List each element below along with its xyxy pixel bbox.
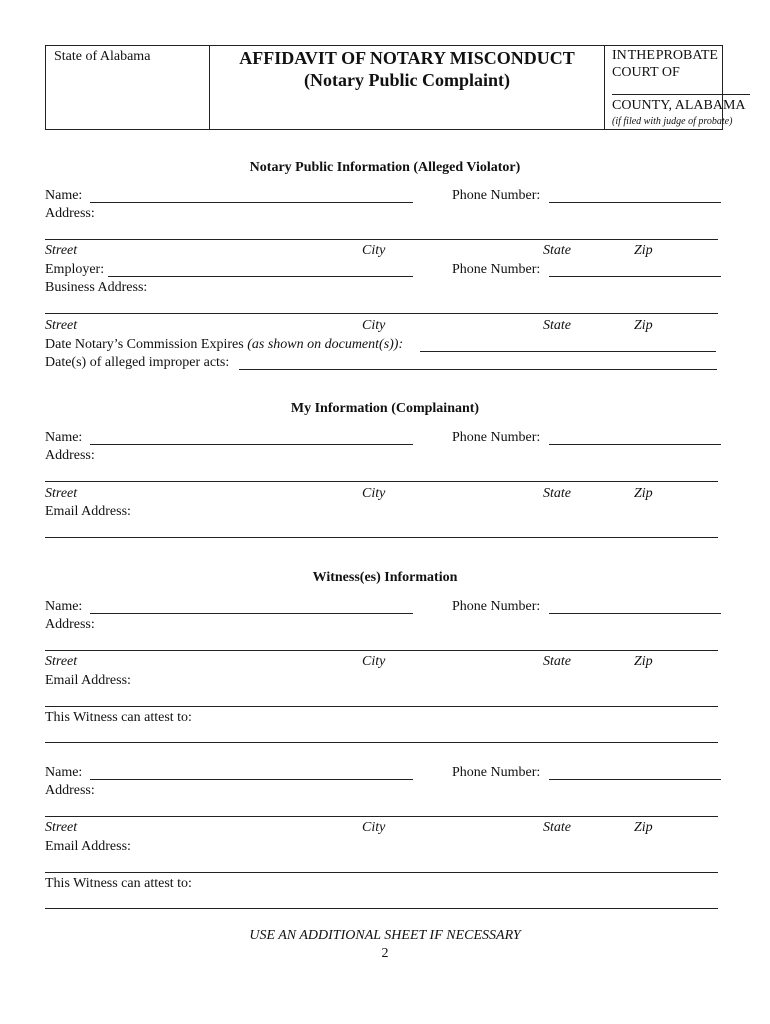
notary-phone-field[interactable]	[549, 202, 721, 203]
witness1-attest-field[interactable]	[45, 742, 718, 743]
employer-label: Employer:	[45, 262, 105, 277]
zip-caption: Zip	[634, 318, 653, 333]
court-of-label: COURT OF	[612, 65, 680, 80]
complainant-phone-label: Phone Number:	[452, 430, 541, 445]
section-notary-heading: Notary Public Information (Alleged Violator)	[249, 160, 521, 175]
document-title: AFFIDAVIT OF NOTARY MISCONDUCT	[239, 48, 575, 68]
state-label: State of Alabama	[54, 49, 151, 64]
witness2-attest-field[interactable]	[45, 908, 718, 909]
witness2-email-label: Email Address:	[45, 839, 131, 854]
document-subtitle: (Notary Public Complaint)	[304, 70, 510, 90]
complainant-address-label: Address:	[45, 448, 95, 463]
witness1-address-label: Address:	[45, 617, 95, 632]
complainant-name-field[interactable]	[90, 444, 413, 445]
city-caption: City	[362, 654, 386, 669]
business-address-label: Business Address:	[45, 280, 148, 295]
notary-address-field[interactable]	[45, 239, 718, 240]
notary-name-field[interactable]	[90, 202, 413, 203]
improper-acts-label: Date(s) of alleged improper acts:	[45, 355, 230, 370]
title-cell	[210, 46, 605, 129]
court-cell	[605, 46, 746, 129]
notary-phone-label: Phone Number:	[452, 188, 541, 203]
court-probate-word: PROBATE	[655, 48, 718, 63]
business-address-field[interactable]	[45, 313, 718, 314]
zip-caption: Zip	[634, 486, 653, 501]
employer-phone-label: Phone Number:	[452, 262, 541, 277]
court-the-word: THE	[627, 48, 655, 63]
state-caption: State	[543, 654, 571, 669]
section-witness-heading: Witness(es) Information	[312, 570, 458, 585]
city-caption: City	[362, 318, 386, 333]
state-caption: State	[543, 243, 571, 258]
state-cell	[46, 46, 210, 129]
witness1-address-field[interactable]	[45, 650, 718, 651]
zip-caption: Zip	[634, 654, 653, 669]
zip-caption: Zip	[634, 243, 653, 258]
court-in-word: IN	[612, 48, 627, 63]
street-caption: Street	[45, 243, 78, 258]
court-heading	[612, 48, 718, 64]
header-table	[45, 45, 746, 130]
complainant-phone-field[interactable]	[549, 444, 721, 445]
notary-address-label: Address:	[45, 206, 95, 221]
witness1-phone-field[interactable]	[549, 613, 721, 614]
witness2-phone-label: Phone Number:	[452, 765, 541, 780]
city-caption: City	[362, 243, 386, 258]
complainant-name-label: Name:	[45, 430, 83, 445]
state-caption: State	[543, 820, 571, 835]
witness2-name-label: Name:	[45, 765, 83, 780]
commission-expires-field[interactable]	[420, 351, 716, 352]
street-caption: Street	[45, 486, 78, 501]
section-complainant-heading: My Information (Complainant)	[290, 401, 480, 416]
witness2-address-label: Address:	[45, 783, 95, 798]
complainant-address-field[interactable]	[45, 481, 718, 482]
commission-expires-text: Date Notary’s Commission Expires	[45, 337, 248, 352]
street-caption: Street	[45, 654, 78, 669]
complainant-email-label: Email Address:	[45, 504, 131, 519]
witness2-address-field[interactable]	[45, 816, 718, 817]
witness1-email-label: Email Address:	[45, 673, 131, 688]
witness1-phone-label: Phone Number:	[452, 599, 541, 614]
street-caption: Street	[45, 820, 78, 835]
notary-name-label: Name:	[45, 188, 83, 203]
witness1-attest-label: This Witness can attest to:	[45, 710, 192, 725]
city-caption: City	[362, 486, 386, 501]
page-number: 2	[381, 946, 389, 961]
additional-sheet-note: USE AN ADDITIONAL SHEET IF NECESSARY	[249, 928, 521, 943]
employer-phone-field[interactable]	[549, 276, 721, 277]
witness2-phone-field[interactable]	[549, 779, 721, 780]
probate-note: (if filed with judge of probate)	[612, 116, 733, 127]
state-caption: State	[543, 318, 571, 333]
improper-acts-field[interactable]	[239, 369, 717, 370]
state-caption: State	[543, 486, 571, 501]
county-label: COUNTY, ALABAMA	[612, 98, 746, 113]
witness1-name-field[interactable]	[90, 613, 413, 614]
city-caption: City	[362, 820, 386, 835]
witness1-name-label: Name:	[45, 599, 83, 614]
commission-expires-note: (as shown on document(s)):	[247, 337, 404, 352]
commission-expires-label	[45, 337, 403, 353]
witness1-email-field[interactable]	[45, 706, 718, 707]
employer-field[interactable]	[108, 276, 413, 277]
complainant-email-field[interactable]	[45, 537, 718, 538]
witness2-email-field[interactable]	[45, 872, 718, 873]
zip-caption: Zip	[634, 820, 653, 835]
witness2-name-field[interactable]	[90, 779, 413, 780]
street-caption: Street	[45, 318, 78, 333]
county-name-field[interactable]	[612, 94, 750, 95]
witness2-attest-label: This Witness can attest to:	[45, 876, 192, 891]
